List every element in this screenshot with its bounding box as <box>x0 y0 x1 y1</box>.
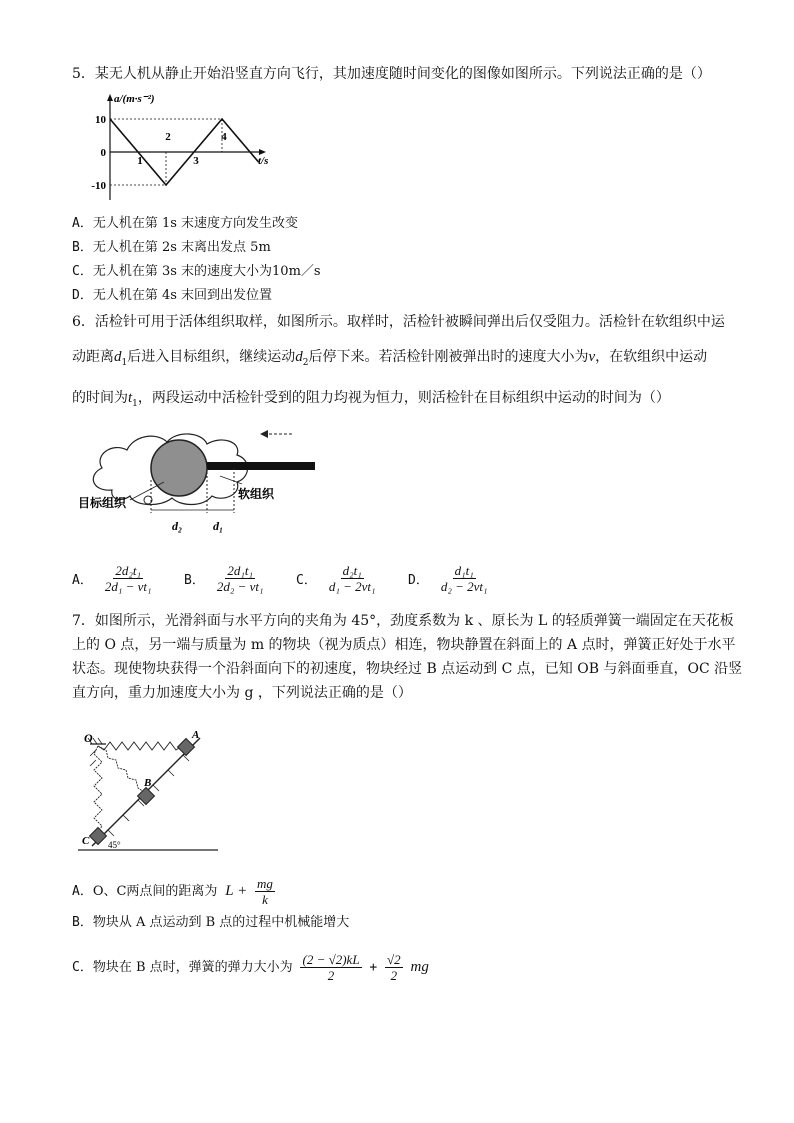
q6-choice-d <box>408 563 490 594</box>
q7-line4: 直方向，重力加速度大小为 g ，下列说法正确的是（） <box>72 685 412 701</box>
q7-line2: 上的 O 点，另一端与质量为 m 的物块（视为质点）相连，物块静置在斜面上的 A 点时，弹簧正好处于水平 <box>72 637 736 653</box>
label-angle: 45° <box>108 840 121 850</box>
q5-acceleration-chart <box>88 92 268 202</box>
q7-option-c-text: 物块在 B 点时，弹簧的弹力大小为 <box>92 960 293 975</box>
x-tick-label: 4 <box>221 131 227 143</box>
q6-choice-d-frac: $\frac{\text{d₁t₁}}{\text{d₂ − 2vt₁}}$ <box>440 563 488 594</box>
q6-t1: t <box>128 390 133 406</box>
q7-option-a-expr: L + <box>225 883 248 899</box>
block-c <box>90 828 107 845</box>
q6-choice-b-frac: $\frac{\text{2d₁t₁}}{\text{2d₂ − vt₁}}$ <box>216 563 264 594</box>
label-C: C <box>82 835 90 847</box>
q6-choice-d-label: D． <box>408 573 429 588</box>
q6-choice-b-label: B． <box>184 573 205 588</box>
q7-option-c-plus: + <box>369 960 378 975</box>
q5-option-c-text: 无人机在第 3s 末的速度大小为10m／s <box>92 264 321 279</box>
q7-option-b <box>72 914 349 932</box>
y-axis-label: a/(m·s⁻²) <box>114 93 155 105</box>
q7-option-c-label: C． <box>72 960 93 975</box>
q6-line2a: 动距离 <box>72 349 114 365</box>
q6-line3b: ，两段运动中活检针受到的阻力均视为恒力，则活检针在目标组织中运动的时间为（） <box>137 390 670 406</box>
q6-line2b: 后进入目标组织，继续运动 <box>127 349 296 365</box>
q5-option-a <box>72 215 298 233</box>
target-leader <box>130 482 164 500</box>
y-axis-arrow <box>107 94 113 101</box>
spring-diagonal <box>98 746 144 792</box>
label-target: 目标组织 <box>78 496 127 510</box>
q7-line3: 状态。现使物块获得一个沿斜面向下的初速度，物块经过 B 点运动到 C 点，已知 OB 与斜面垂直，OC 沿竖 <box>72 661 743 677</box>
label-A: A <box>192 729 200 741</box>
q6-choice-a-label: A． <box>72 573 93 588</box>
q5-option-d-label: D． <box>72 288 93 303</box>
q7-line1: 7．如图所示，光滑斜面与水平方向的夹角为 45°，劲度系数为 k 、原长为 L 的轻质弹簧一端固定在天花板 <box>72 613 734 629</box>
q7-option-a <box>72 876 275 907</box>
x-tick-label: 3 <box>193 155 199 167</box>
q7-option-b-label: B． <box>72 915 93 930</box>
spring-vertical <box>94 746 102 832</box>
label-B: B <box>144 777 152 789</box>
q5-stem: 5．某无人机从静止开始沿竖直方向飞行，其加速度随时间变化的图像如图所示。下列说法正确的是（） <box>72 66 711 82</box>
q6-choice-c <box>296 563 378 594</box>
q7-option-c-frac2: $\frac{√2}{2}$ <box>387 952 401 983</box>
biopsy-needle <box>207 462 315 470</box>
q6-biopsy-figure <box>72 420 332 535</box>
soft-leader <box>220 476 242 484</box>
block-a <box>178 739 195 756</box>
q6-line3: 的时间为$t_1$，两段运动中活检针受到的阻力均视为恒力，则活检针在目标组织中运动的时间为（） <box>72 390 670 409</box>
q5-option-a-label: A． <box>72 216 93 231</box>
q6-line2: 动距离$d_1$后进入目标组织，继续运动$d_2$后停下来。若活检针刚被弹出时的速度大小为v，在软组织中运动 <box>72 349 708 368</box>
q7-option-c-frac1: $\frac{(2 - √2)kL}{2}$ <box>302 952 360 983</box>
q6-d2: d <box>295 349 303 365</box>
y-tick-label: -10 <box>91 180 106 192</box>
q6-line2d: ，在软组织中运动 <box>595 349 708 365</box>
q5-option-d-text: 无人机在第 4s 末回到出发位置 <box>92 288 273 303</box>
q5-option-a-text: 无人机在第 1s 末速度方向发生改变 <box>92 216 299 231</box>
label-soft: 软组织 <box>238 487 275 501</box>
q6-line3a: 的时间为 <box>72 390 128 406</box>
q5-option-c <box>72 263 321 281</box>
y-tick-label: 10 <box>95 114 106 126</box>
q5-option-d <box>72 287 272 305</box>
q5-option-b <box>72 239 271 257</box>
q6-choice-c-frac: $\frac{\text{d₂t₁}}{\text{d₁ − 2vt₁}}$ <box>328 563 376 594</box>
q7-option-a-frac: $\frac{mg}{k}$ <box>257 876 273 907</box>
target-tissue-ball <box>151 440 207 496</box>
q7-option-c <box>72 952 429 983</box>
q7-incline-figure <box>78 728 228 858</box>
q6-d1: d <box>114 349 122 365</box>
spring-horizontal <box>98 742 182 750</box>
q7-option-c-tail: mg <box>410 959 429 975</box>
q6-v: v <box>588 349 596 365</box>
q6-line2c: 后停下来。若活检针刚被弹出时的速度大小为 <box>308 349 589 365</box>
motion-arrowhead <box>260 430 268 438</box>
q5-option-c-label: C． <box>72 264 93 279</box>
q7-option-a-text: O、C两点间的距离为 <box>92 884 218 899</box>
q5-option-b-text: 无人机在第 2s 末离出发点 5m <box>92 240 271 255</box>
q6-choice-b <box>184 563 266 594</box>
q5-option-b-label: B． <box>72 240 93 255</box>
q7-option-b-text: 物块从 A 点运动到 B 点的过程中机械能增大 <box>92 915 350 930</box>
chart-axes <box>91 93 268 200</box>
label-O: O <box>84 731 93 745</box>
q7-option-a-label: A． <box>72 884 93 899</box>
x-tick-label: 2 <box>165 131 171 143</box>
x-tick-label: 1 <box>137 155 143 167</box>
q6-choice-a-frac: $\frac{\text{2d₂t₁}}{\text{2d₁ − vt₁}}$ <box>104 563 152 594</box>
q6-choice-a <box>72 563 154 594</box>
q6-choice-c-label: C． <box>296 573 317 588</box>
label-d2: d₂ <box>172 519 183 533</box>
label-d1: d₁ <box>213 519 224 533</box>
x-axis-label: t/s <box>258 155 268 167</box>
y-tick-label: 0 <box>100 147 106 159</box>
q6-line1: 6．活检针可用于活体组织取样，如图所示。取样时，活检针被瞬间弹出后仅受阻力。活检针在软组织中运 <box>72 314 725 330</box>
